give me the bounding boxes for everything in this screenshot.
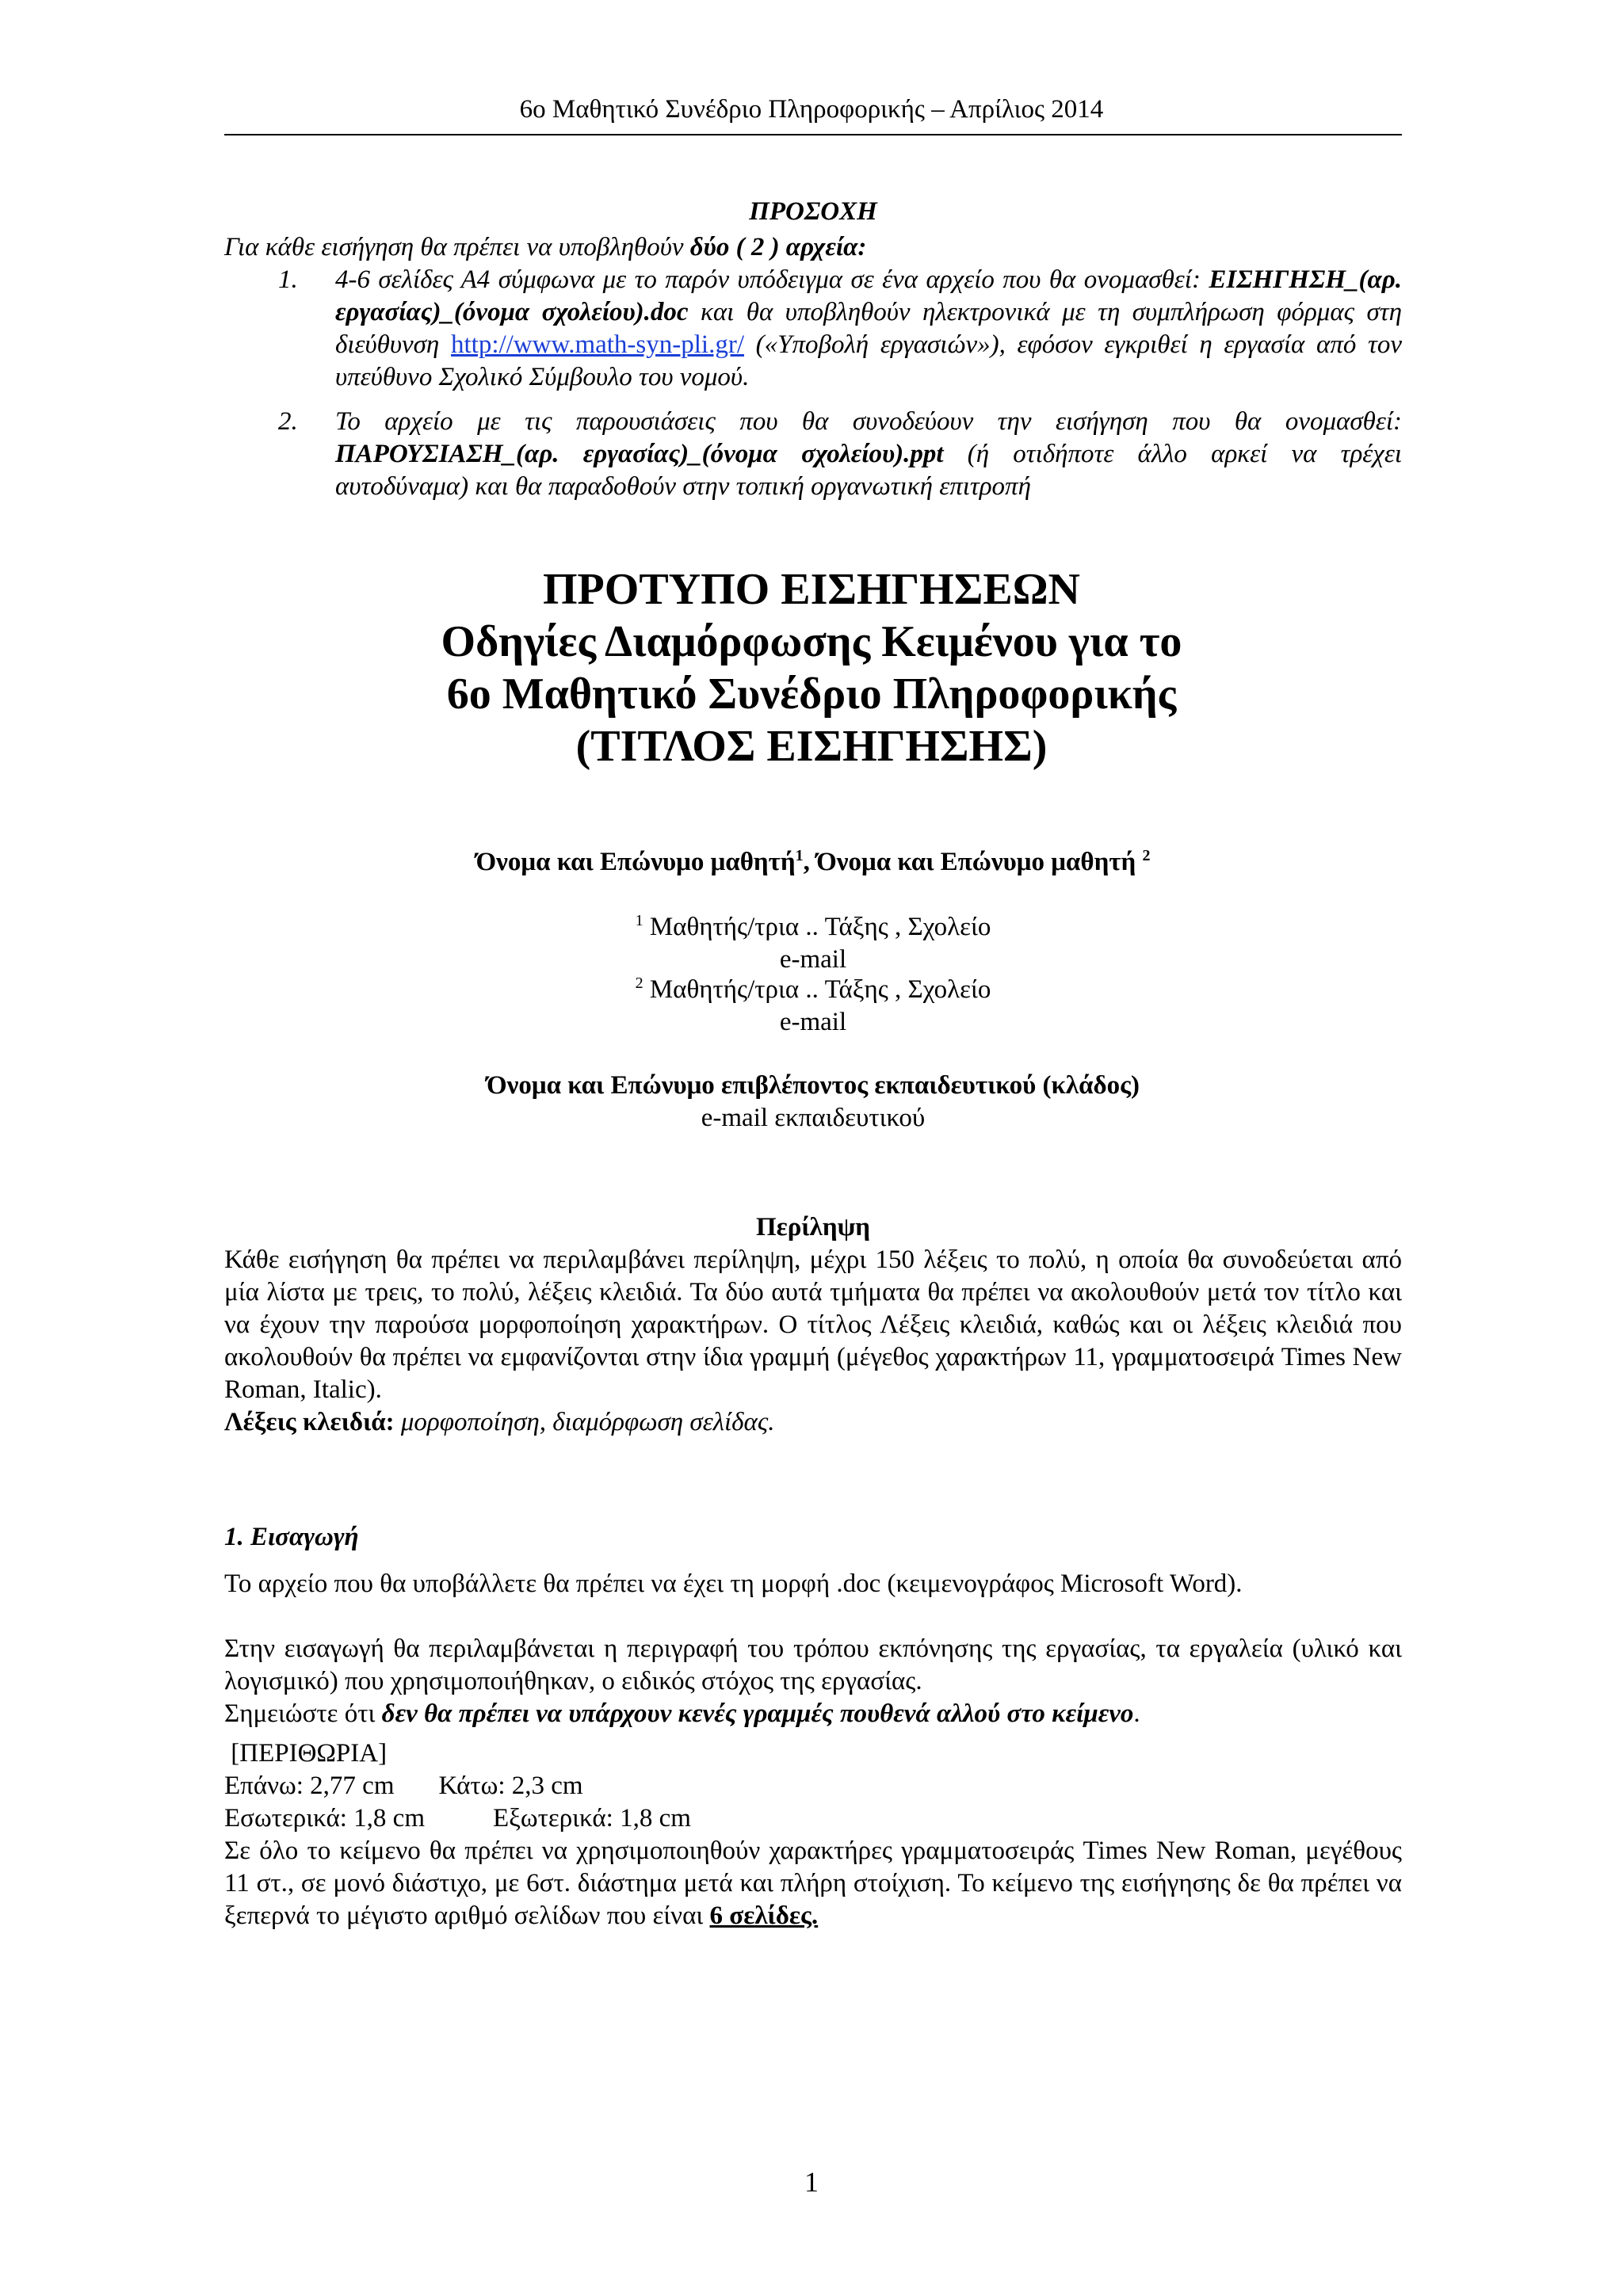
keywords-line xyxy=(224,1406,1402,1439)
notice-item-1-text-b: και θα υποβληθούν ηλεκτρονικά με τη συμπλήρωση φόρμας στη διεύθυνση xyxy=(335,298,1402,359)
authors-separator: , xyxy=(803,848,817,876)
keywords-value: μορφοποίηση, διαμόρφωση σελίδας. xyxy=(394,1408,775,1436)
section-1-para-3 xyxy=(224,1698,1402,1730)
supervisor-name: Όνομα και Επώνυμο επιβλέποντος εκπαιδευτικού (κλάδος) xyxy=(486,1071,1140,1100)
title-line-2: Οδηγίες Διαμόρφωσης Κειμένου για το xyxy=(441,617,1182,666)
notice-item-2-text-a: Το αρχείο με τις παρουσιάσεις που θα συνοδεύουν την εισήγηση που θα ονομασθεί: xyxy=(335,407,1402,436)
section-1-heading: 1. Εισαγωγή xyxy=(224,1523,359,1551)
abstract-text: Κάθε εισήγηση θα πρέπει να περιλαμβάνει περίληψη, μέχρι 150 λέξεις το πολύ, η οποία θα συνοδεύεται από μία λίστα με τρεις, το πολύ, λέξεις κλειδιά. Τα δύο αυτά τμήματα θα πρέπει να ακολουθούν μετά τον τίτλο και να έχουν την παρούσα μορφοποίηση χαρακτήρων. Ο τίτλος Λέξεις κλειδιά, καθώς και οι λέξεις κλειδιά που ακολουθούν θα πρέπει να εμφανίζονται στην ίδια γραμμή (μέγεθος χαρακτήρων 11, γραμματοσειρά Times New Roman, Italic). xyxy=(224,1245,1402,1404)
title-line-3: 6ο Μαθητικό Συνέδριο Πληροφορικής xyxy=(446,669,1177,719)
page-limit: 6 σελίδες. xyxy=(709,1901,819,1930)
section-1-para-4 xyxy=(224,1835,1402,1932)
author-2-sup: 2 xyxy=(1142,847,1151,864)
authors-line xyxy=(224,846,1402,879)
page-number: 1 xyxy=(804,2166,819,2198)
section-1-para-3-emphasis: δεν θα πρέπει να υπάρχουν κενές γραμμές πουθενά αλλού στο κείμενο xyxy=(381,1699,1134,1728)
section-1-para-1: Το αρχείο που θα υποβάλλετε θα πρέπει να έχει τη μορφή .doc (κειμενογράφος Microsoft Word). xyxy=(224,1569,1243,1598)
abstract-heading: Περίληψη xyxy=(755,1213,871,1241)
notice-item-1-number: 1. xyxy=(278,265,298,294)
section-1-para-3-a: Σημειώστε ότι xyxy=(224,1699,382,1728)
notice-item-2-text-b: (ή οτιδήποτε άλλο αρκεί να τρέχει αυτοδύναμα) και θα παραδοθούν στην τοπική οργανωτική επιτροπή xyxy=(335,440,1402,501)
affiliation-2-email: e-mail xyxy=(779,1008,847,1036)
notice-item-2 xyxy=(224,406,1402,503)
affiliation-2-sup: 2 xyxy=(635,974,643,992)
author-2-name: Όνομα και Επώνυμο μαθητή xyxy=(816,848,1143,876)
notice-item-1-text-a: 4-6 σελίδες Α4 σύμφωνα με το παρόν υπόδειγμα σε ένα αρχείο που θα ονομασθεί: xyxy=(335,265,1209,294)
notice-item-1 xyxy=(224,264,1402,394)
margin-inner: Εσωτερικά: 1,8 cm xyxy=(224,1804,425,1833)
supervisor-email: e-mail εκπαιδευτικού xyxy=(701,1104,926,1132)
author-1-sup: 1 xyxy=(795,847,804,864)
notice-item-1-filename: ΕΙΣΗΓΗΣΗ_(αρ. εργασίας)_(όνομα σχολείου).doc xyxy=(335,265,1402,326)
document-title xyxy=(0,563,1623,772)
margin-outer: Εξωτερικά: 1,8 cm xyxy=(493,1804,691,1833)
affiliation-1-sup: 1 xyxy=(635,912,643,929)
affiliation-2 xyxy=(224,974,1402,1039)
notice-item-1-text-c: («Υποβολή εργασιών»), εφόσον εγκριθεί η εργασία από τον υπεύθυνο Σχολικό Σύμβουλο του νομού. xyxy=(335,330,1403,391)
margin-top: Επάνω: 2,77 cm xyxy=(224,1772,395,1800)
section-1-para-3-c: . xyxy=(1133,1699,1140,1728)
author-1-name: Όνομα και Επώνυμο μαθητή xyxy=(475,848,796,876)
title-line-1: ΠΡΟΤΥΠΟ ΕΙΣΗΓΗΣΕΩΝ xyxy=(543,565,1080,614)
submission-link[interactable]: http://www.math-syn-pli.gr/ xyxy=(451,330,744,359)
title-line-4: (ΤΙΤΛΟΣ ΕΙΣΗΓΗΣΗΣ) xyxy=(575,722,1048,771)
supervisor-block xyxy=(224,1070,1402,1135)
margin-bottom: Κάτω: 2,3 cm xyxy=(438,1772,583,1800)
running-header: 6ο Μαθητικό Συνέδριο Πληροφορικής – Απρίλιος 2014 xyxy=(519,95,1104,124)
notice-heading: ΠΡΟΣΟΧΗ xyxy=(749,197,877,226)
section-1-para-2: Στην εισαγωγή θα περιλαμβάνεται η περιγραφή του τρόπου εκπόνησης της εργασίας, τα εργαλεία (υλικό και λογισμικό) που χρησιμοποιήθηκαν, ο ειδικός στόχος της εργασίας. xyxy=(224,1634,1402,1695)
margins-top-bottom xyxy=(224,1770,1402,1802)
margins-label: [ΠΕΡΙΘΩΡΙΑ] xyxy=(224,1739,388,1768)
notice-item-2-filename: ΠΑΡΟΥΣΙΑΣΗ_(αρ. εργασίας)_(όνομα σχολείου).ppt xyxy=(335,440,944,468)
section-1-para-4-a: Σε όλο το κείμενο θα πρέπει να χρησιμοποιηθούν χαρακτήρες γραμματοσειράς Times New Roman, μεγέθους 11 στ., σε μονό διάστιχο, με 6στ. διάστημα μετά και πλήρη στοίχιση. Το κείμενο της εισήγησης δε θα πρέπει να ξεπερνά το μέγιστο αριθμό σελίδων που είναι xyxy=(224,1836,1402,1930)
keywords-label: Λέξεις κλειδιά: xyxy=(224,1408,395,1436)
affiliation-2-text: Μαθητής/τρια .. Τάξης , Σχολείο xyxy=(643,975,991,1004)
notice-intro xyxy=(224,231,1402,264)
notice-intro-text: Για κάθε εισήγηση θα πρέπει να υποβληθούν xyxy=(224,233,690,261)
notice-item-2-number: 2. xyxy=(278,407,298,436)
affiliation-1-email: e-mail xyxy=(779,945,847,974)
margins-inner-outer xyxy=(224,1802,1402,1835)
notice-intro-bold: δύο ( 2 ) αρχεία: xyxy=(689,233,867,261)
affiliation-1-text: Μαθητής/τρια .. Τάξης , Σχολείο xyxy=(643,913,991,941)
header-divider xyxy=(224,134,1402,135)
affiliation-1 xyxy=(224,911,1402,976)
